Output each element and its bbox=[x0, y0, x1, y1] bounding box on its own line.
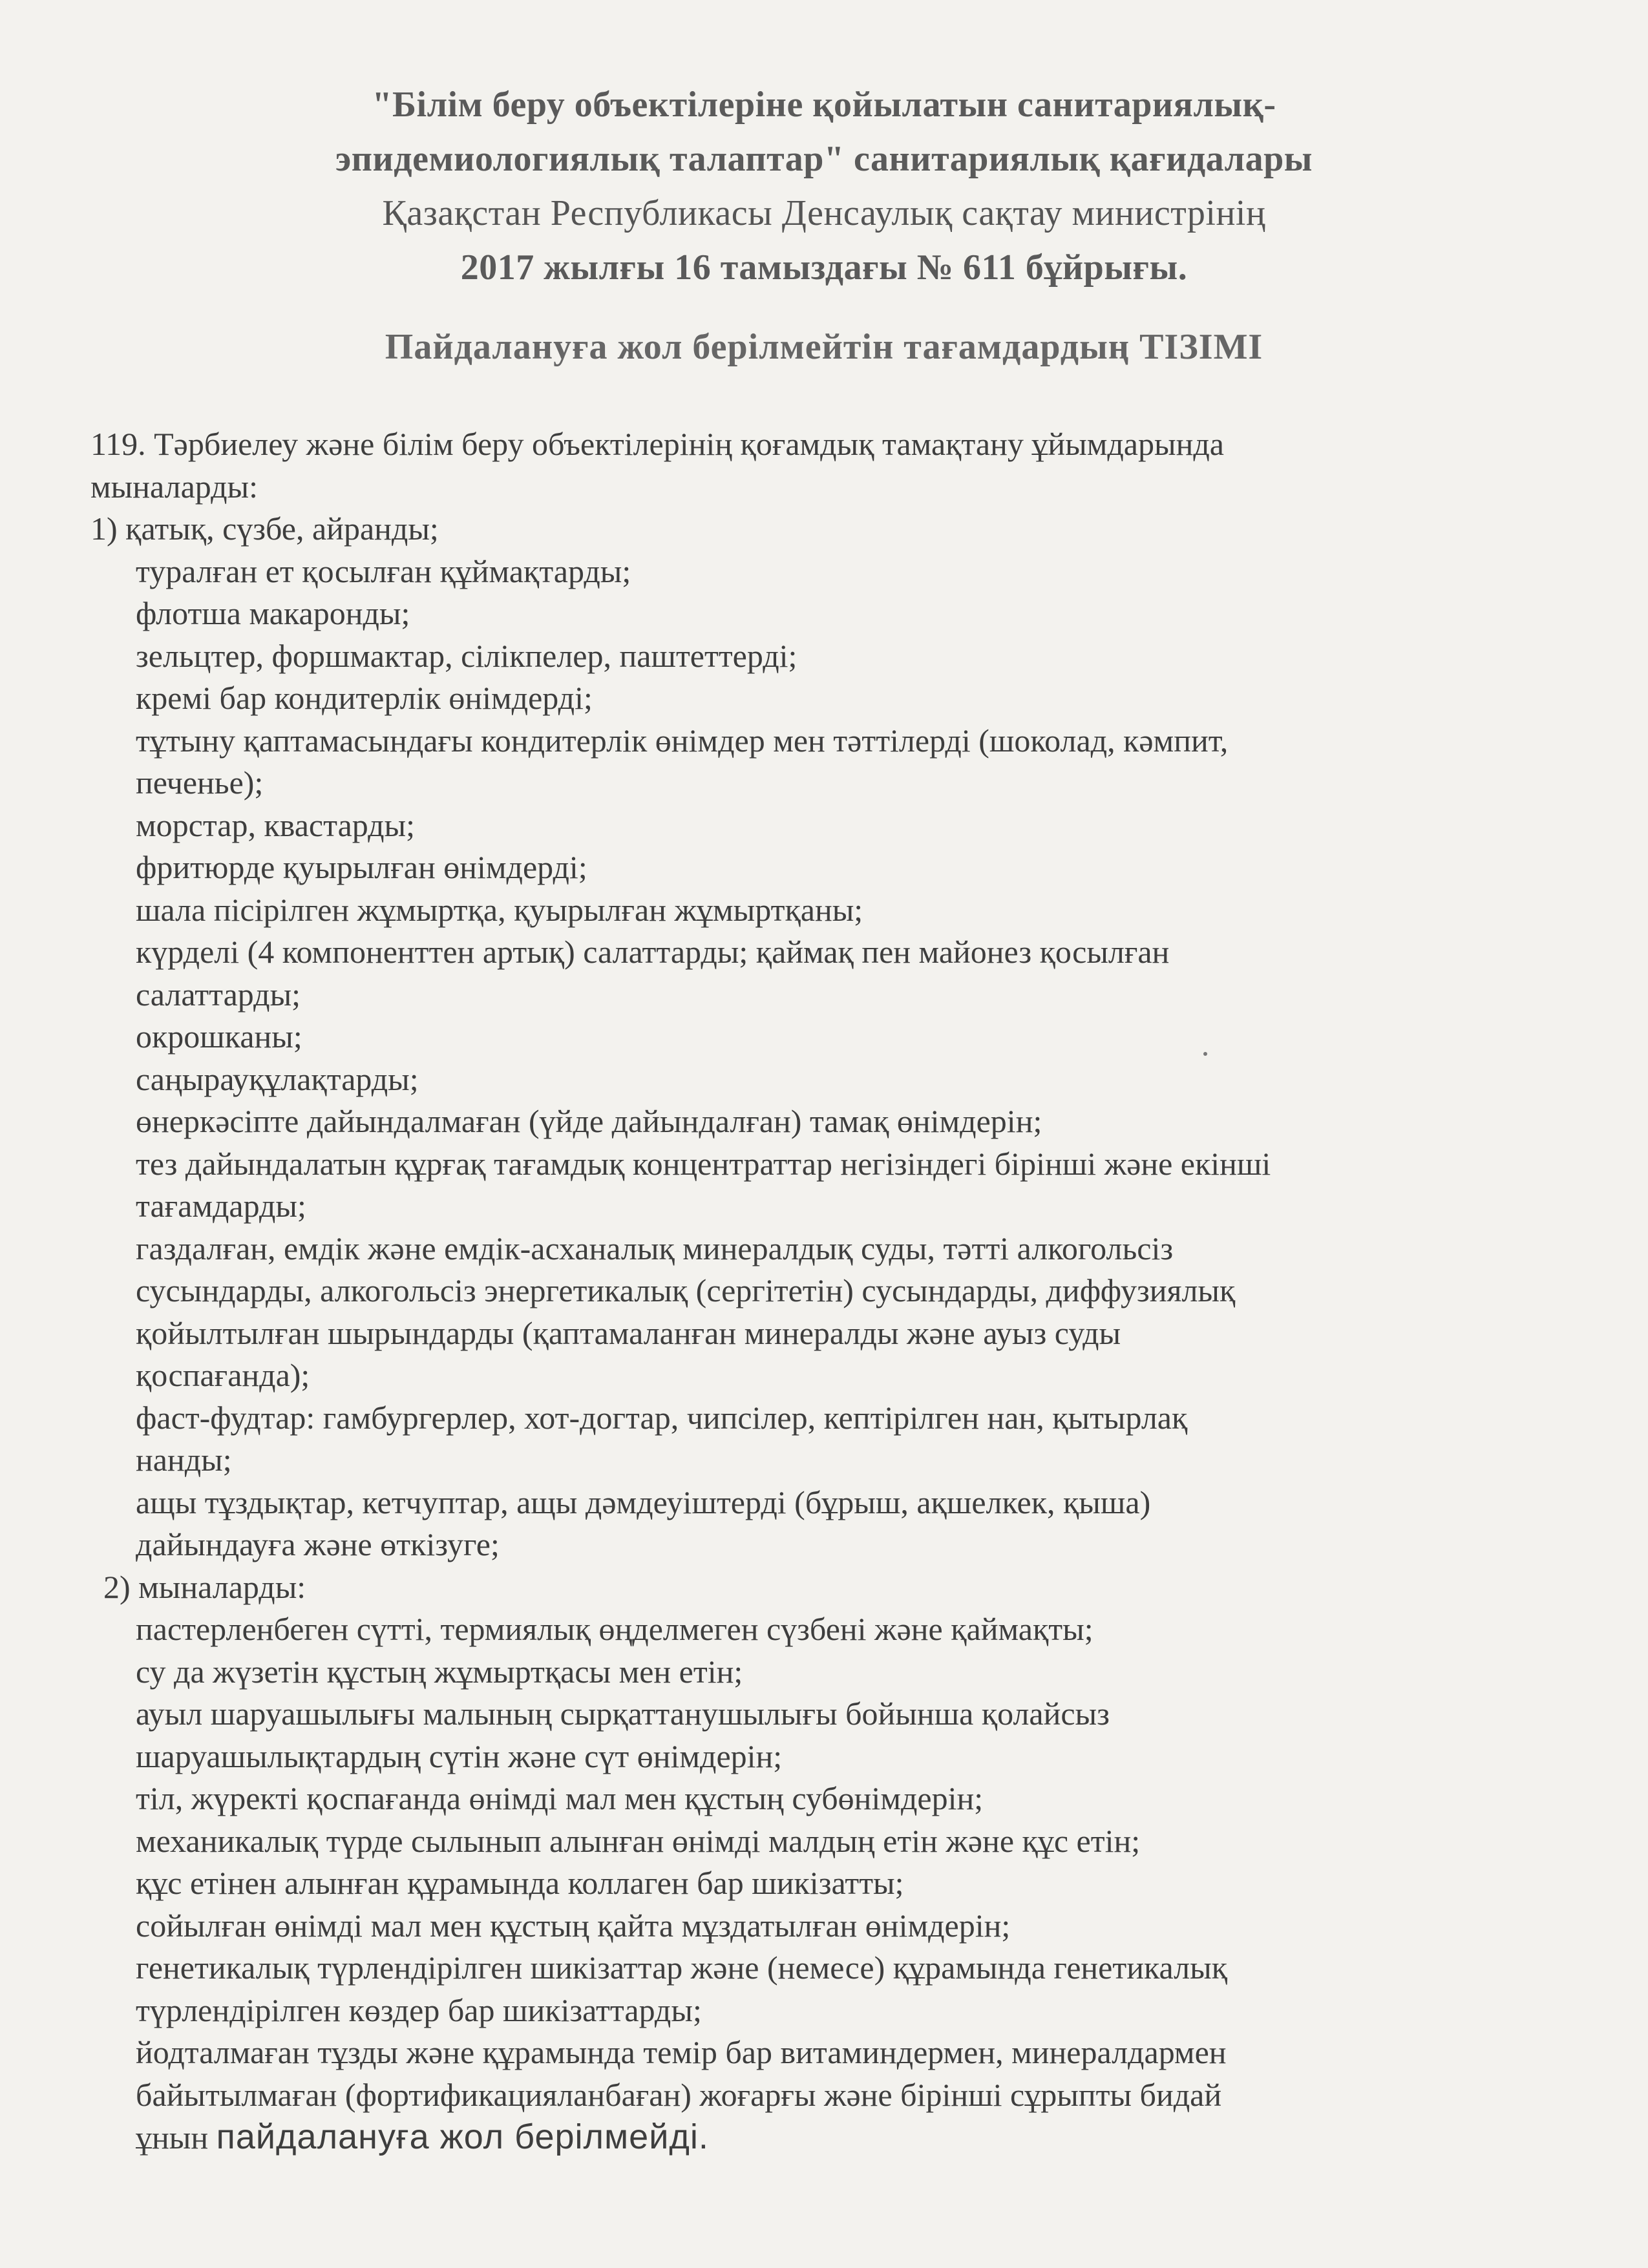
list-item bbox=[90, 677, 1512, 720]
list-item bbox=[90, 1228, 1512, 1397]
header-line-4: 2017 жылғы 16 тамыздағы № 611 бұйрығы. bbox=[460, 247, 1188, 288]
list-item-line: морстар, квастарды; bbox=[136, 806, 416, 843]
list-item bbox=[90, 593, 1512, 635]
section-1-list bbox=[90, 551, 1512, 1566]
list-item bbox=[90, 1143, 1512, 1228]
list-item-line: салаттарды; bbox=[136, 976, 301, 1013]
section-1-label: 1) қатық, сүзбе, айранды; bbox=[90, 510, 439, 547]
list-item-line: қоспағанда); bbox=[136, 1357, 310, 1393]
list-item-line: нанды; bbox=[136, 1442, 232, 1478]
list-item-line: механикалық түрде сылынып алынған өнімді малдың етін және құс етін; bbox=[136, 1822, 1141, 1859]
header-line-2: эпидемиологиялық талаптар" санитариялық қағидалары bbox=[335, 139, 1313, 179]
list-item bbox=[90, 1651, 1512, 1694]
list-item-line: йодталмаған тұзды және құрамында темір бар витаминдермен, минералдармен bbox=[136, 2034, 1227, 2070]
list-item-line: байытылмаған (фортификацияланбаған) жоғарғы және бірінші сұрыпты бидай bbox=[136, 2076, 1222, 2113]
list-item bbox=[90, 1947, 1512, 2032]
list-item bbox=[90, 1905, 1512, 1948]
list-item-line: фритюрде қуырылған өнімдерді; bbox=[136, 849, 587, 885]
list-item-line: тез дайындалатын құрғақ тағамдық концентраттар негізіндегі бірінші және екінші bbox=[136, 1145, 1271, 1182]
list-item-line: печенье); bbox=[136, 764, 264, 801]
list-item-line: тұтыну қаптамасындағы кондитерлік өнімдер мен тәттілерді (шоколад, кәмпит, bbox=[136, 722, 1229, 759]
list-item-line: дайындауға және өткізуге; bbox=[136, 1526, 500, 1562]
document-body bbox=[90, 423, 1512, 2159]
list-item-line: тағамдарды; bbox=[136, 1188, 306, 1224]
list-item-line: сусындарды, алкогольсіз энергетикалық (сергітетін) сусындарды, диффузиялық bbox=[136, 1272, 1236, 1308]
list-item bbox=[90, 1778, 1512, 1820]
list-item bbox=[90, 1100, 1512, 1143]
list-item-line: генетикалық түрлендірілген шикізаттар және (немесе) құрамында генетикалық bbox=[136, 1949, 1227, 1986]
header-line-1: "Білім беру объектілеріне қойылатын санитариялық- bbox=[372, 85, 1276, 125]
intro-line-1: 119. Тәрбиелеу және білім беру объектілерінің қоғамдық тамақтану ұйымдарында bbox=[90, 426, 1224, 462]
list-item bbox=[90, 804, 1512, 847]
list-item bbox=[90, 635, 1512, 678]
document-header bbox=[0, 78, 1648, 295]
list-item-line: зельцтер, форшмактар, сілікпелер, паштеттерді; bbox=[136, 637, 798, 674]
list-item bbox=[90, 551, 1512, 593]
list-item-line: туралған ет қосылған құймақтарды; bbox=[136, 552, 631, 589]
list-item-line: фаст-фудтар: гамбургерлер, хот-догтар, чипсілер, кептірілген нан, қытырлақ bbox=[136, 1399, 1188, 1436]
list-item-line: құс етінен алынған құрамында коллаген бар шикізатты; bbox=[136, 1865, 904, 1901]
list-item bbox=[90, 1058, 1512, 1101]
list-item-line: шала пісірілген жұмыртқа, қуырылған жұмыртқаны; bbox=[136, 891, 863, 928]
list-item-line: флотша макаронды; bbox=[136, 595, 410, 631]
list-item bbox=[90, 846, 1512, 889]
intro-line-2: мыналарды: bbox=[90, 468, 259, 505]
list-item-line: окрошканы; bbox=[136, 1018, 302, 1055]
list-item-line: түрлендірілген көздер бар шикізаттарды; bbox=[136, 1991, 702, 2028]
list-item bbox=[90, 1482, 1512, 1566]
list-item bbox=[90, 1693, 1512, 1778]
list-item-line: ащы тұздықтар, кетчуптар, ащы дәмдеуіштерді (бұрыш, ақшелкек, қыша) bbox=[136, 1484, 1151, 1520]
list-item-line: өнеркәсіпте дайындалмаған (үйде дайындалған) тамақ өнімдерін; bbox=[136, 1103, 1042, 1139]
intro-paragraph bbox=[90, 423, 1512, 508]
list-item-line: газдалған, емдік және емдік-асханалық минералдық суды, тәтті алкогольсіз bbox=[136, 1230, 1174, 1266]
list-item bbox=[90, 931, 1512, 1016]
list-item bbox=[90, 1862, 1512, 1905]
section-2-label: 2) мыналарды: bbox=[103, 1568, 306, 1605]
list-item-line: су да жүзетін құстың жұмыртқасы мен етін; bbox=[136, 1653, 743, 1690]
list-item-line: кремі бар кондитерлік өнімдерді; bbox=[136, 680, 593, 716]
list-item-line: күрделі (4 компоненттен артық) салаттарды; қаймақ пен майонез қосылған bbox=[136, 934, 1170, 970]
list-item bbox=[90, 889, 1512, 932]
list-item bbox=[90, 720, 1512, 804]
list-title: Пайдалануға жол берілмейтін тағамдардың ТІЗІМІ bbox=[385, 327, 1263, 367]
list-item bbox=[90, 2032, 1512, 2159]
section-2-list bbox=[90, 1608, 1512, 2159]
list-item bbox=[90, 1608, 1512, 1651]
list-item bbox=[90, 1016, 1512, 1058]
list-item-line: саңырауқұлақтарды; bbox=[136, 1060, 419, 1097]
list-item-line: шаруашылықтардың сүтін және сүт өнімдерін; bbox=[136, 1738, 783, 1774]
closing-phrase: пайдалануға жол берілмейді. bbox=[216, 2117, 709, 2156]
list-item-line bbox=[136, 2116, 1512, 2159]
list-item-line: тіл, жүректі қоспағанда өнімді мал мен құстың субөнімдерін; bbox=[136, 1780, 984, 1816]
list-item-line: қойылтылған шырындарды (қаптамаланған минералды және ауыз суды bbox=[136, 1314, 1121, 1351]
list-item-line: ауыл шаруашылығы малының сырқаттанушылығы бойынша қолайсыз bbox=[136, 1696, 1110, 1732]
list-item bbox=[90, 1397, 1512, 1482]
scan-speck bbox=[1203, 1052, 1207, 1056]
list-item-line-start: ұнын bbox=[136, 2119, 217, 2156]
list-item-line: сойылған өнімді мал мен құстың қайта мұздатылған өнімдерін; bbox=[136, 1907, 1011, 1944]
header-line-3: Қазақстан Республикасы Денсаулық сақтау министрінің bbox=[382, 193, 1266, 233]
list-item bbox=[90, 1820, 1512, 1863]
list-item-line: пастерленбеген сүтті, термиялық өңделмеген сүзбені және қаймақты; bbox=[136, 1611, 1093, 1647]
